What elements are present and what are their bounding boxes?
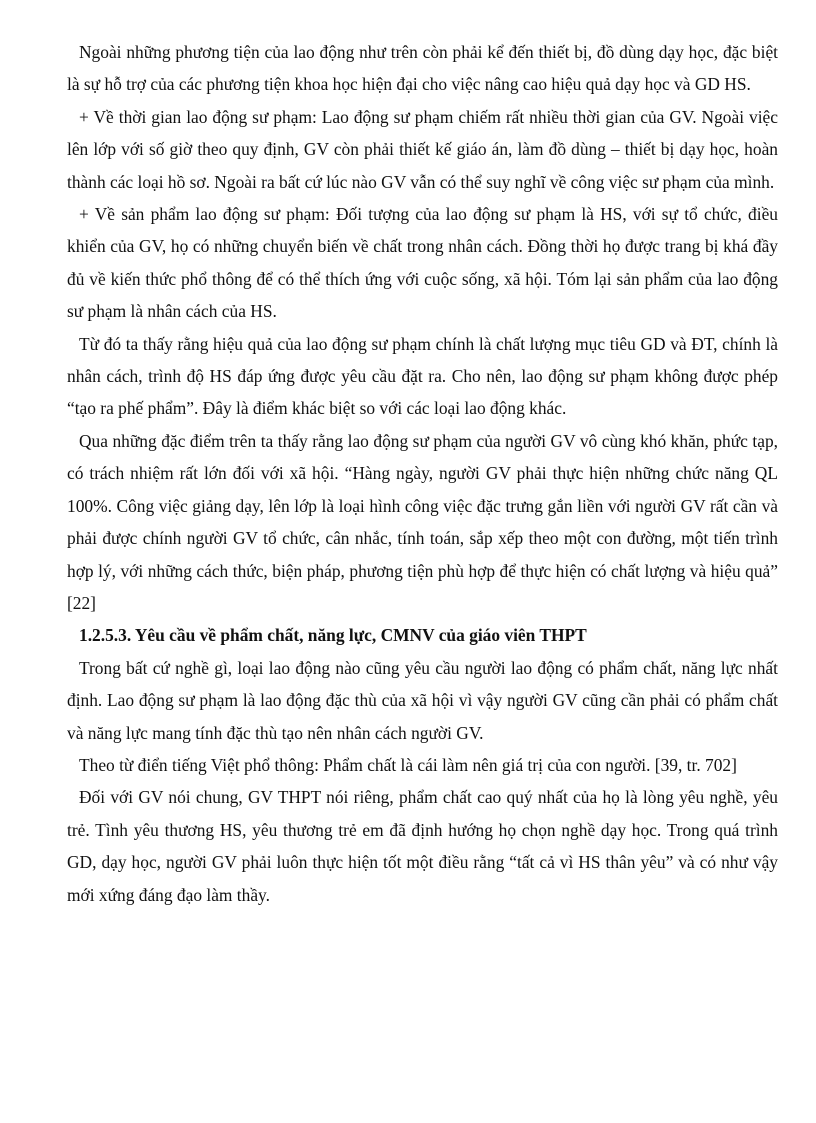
paragraph-qualities-requirement: Trong bất cứ nghề gì, loại lao động nào cũng yêu cầu người lao động có phẩm chất, năng lực nhất định. Lao động sư phạm là lao động đặc thù của xã hội vì vậy người GV cũng cần phải có phẩm chất và năng lực mang tính đặc thù tạo nên nhân cách người GV.	[67, 657, 778, 743]
paragraph-teaching-product: + Về sản phẩm lao động sư phạm: Đối tượng của lao động sư phạm là HS, với sự tổ chức, điều khiển của GV, họ có những chuyển biến về chất trong nhân cách. Đồng thời họ được trang bị khá đầy đủ về kiến thức phổ thông để có thể thích ứng với cuộc sống, xã hội. Tóm lại sản phẩm của lao động sư phạm là nhân cách của HS.	[67, 204, 778, 322]
paragraph-teaching-effectiveness: Từ đó ta thấy rằng hiệu quả của lao động sư phạm chính là chất lượng mục tiêu GD và ĐT, chính là nhân cách, trình độ HS đáp ứng được yêu cầu đặt ra. Cho nên, lao động sư phạm không được phép “tạo ra phế phẩm”. Đây là điểm khác biệt so với các loại lao động khác.	[67, 333, 778, 419]
paragraph-love-of-profession: Đối với GV nói chung, GV THPT nói riêng, phẩm chất cao quý nhất của họ là lòng yêu nghề, yêu trẻ. Tình yêu thương HS, yêu thương trẻ em đã định hướng họ chọn nghề dạy học. Trong quá trình GD, dạy học, người GV phải luôn thực hiện tốt một điều rằng “tất cả vì HS thân yêu” và có như vậy mới xứng đáng đạo làm thầy.	[67, 787, 778, 905]
paragraph-teaching-equipment: Ngoài những phương tiện của lao động như trên còn phải kể đến thiết bị, đồ dùng dạy học, đặc biệt là sự hỗ trợ của các phương tiện khoa học hiện đại cho việc nâng cao hiệu quả dạy học và GD HS.	[67, 42, 778, 95]
paragraph-teacher-responsibility: Qua những đặc điểm trên ta thấy rằng lao động sư phạm của người GV vô cùng khó khăn, phức tạp, có trách nhiệm rất lớn đối với xã hội. “Hàng ngày, người GV phải thực hiện những chức năng QL 100%. Công việc giảng dạy, lên lớp là loại hình công việc đặc trưng gắn liền với người GV rất cần và phải được chính người GV tổ chức, cân nhắc, tính toán, sắp xếp theo một con đường, một tiến trình hợp lý, với những cách thức, biện pháp, phương tiện phù hợp để thực hiện có chất lượng và hiệu quả” [22]	[67, 430, 778, 613]
section-heading: 1.2.5.3. Yêu cầu về phẩm chất, năng lực, CMNV của giáo viên THPT	[79, 625, 587, 646]
paragraph-teaching-time: + Về thời gian lao động sư phạm: Lao động sư phạm chiếm rất nhiều thời gian của GV. Ngoài việc lên lớp với số giờ theo quy định, GV còn phải thiết kế giáo án, làm đồ dùng – thiết bị dạy học, hoàn thành các loại hồ sơ. Ngoài ra bất cứ lúc nào GV vẫn có thể suy nghĩ về công việc sư phạm của mình.	[67, 106, 778, 192]
document-body	[67, 36, 778, 911]
paragraph-dictionary-definition: Theo từ điển tiếng Việt phổ thông: Phẩm chất là cái làm nên giá trị của con người. [39, tr. 702]	[79, 754, 737, 775]
